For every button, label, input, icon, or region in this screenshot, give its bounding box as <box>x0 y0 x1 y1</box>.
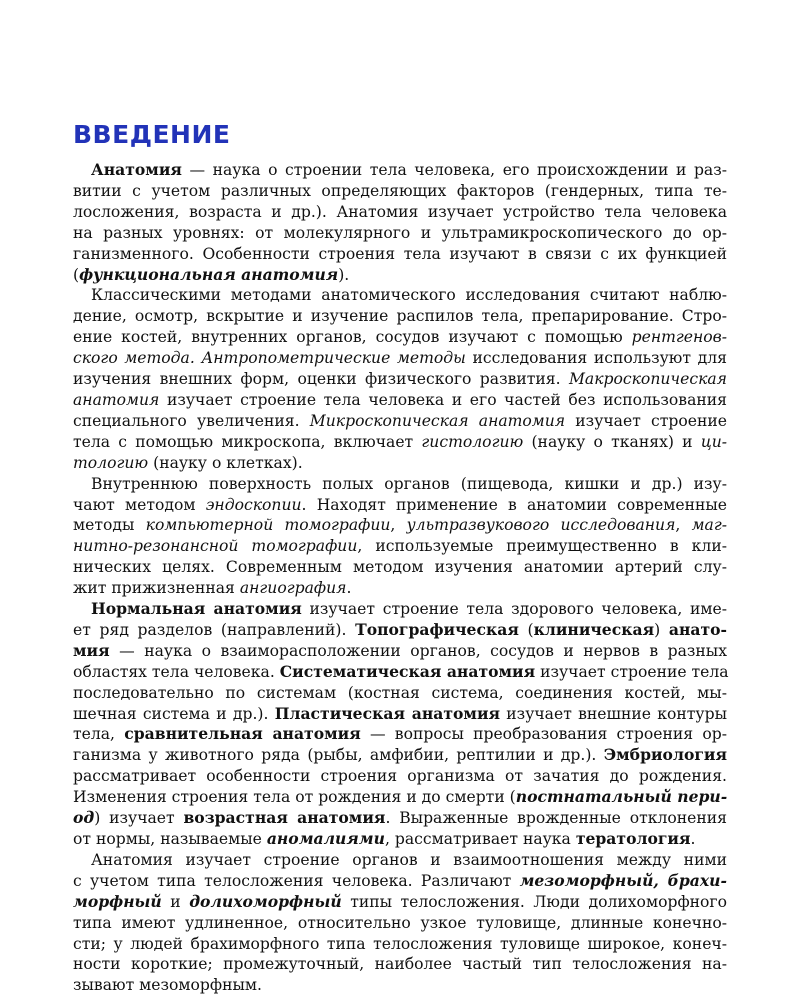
emphasized-term: тератология <box>575 829 691 848</box>
text-line <box>73 432 727 453</box>
text-segment: изучает строение тела здорового человека, име- <box>301 600 727 619</box>
emphasized-term: Нормальная анатомия <box>91 599 302 619</box>
text-line <box>73 829 727 850</box>
text-segment: лосложения, возраста и др.). Анатомия изучает устройство тела человека <box>73 202 727 221</box>
text-segment: , рассматривает наука <box>384 830 576 848</box>
emphasized-term: нитно-резонансной томографии <box>73 537 358 556</box>
text-segment: ( <box>73 265 80 284</box>
emphasized-term: морфный <box>73 891 162 911</box>
text-line <box>73 453 727 474</box>
text-segment: жит прижизненная <box>73 579 240 598</box>
emphasized-term: Пластическая анатомия <box>274 703 501 723</box>
text-segment: зывают мезоморфным. <box>73 976 262 995</box>
text-segment: Классическими методами анатомического исследования считают наблю- <box>91 286 727 305</box>
text-segment: ет ряд разделов (направлений). <box>73 620 356 639</box>
text-segment: (науку о клетках). <box>148 453 303 472</box>
text-segment: (науку о тканях) и <box>523 432 701 451</box>
emphasized-term: ультразвукового исследования <box>406 516 676 535</box>
text-segment: изучения внешних форм, оценки физического развития. <box>73 370 569 389</box>
text-line <box>73 578 727 599</box>
text-line <box>73 892 727 913</box>
emphasized-term: ци- <box>700 432 728 451</box>
text-segment: ( <box>518 620 534 639</box>
text-line <box>73 599 727 620</box>
emphasized-term: клиническая <box>533 619 655 639</box>
text-line <box>73 536 727 557</box>
emphasized-term: од <box>73 808 95 828</box>
text-line <box>73 515 727 536</box>
text-segment: чают методом <box>73 495 206 514</box>
emphasized-term: Топографическая <box>355 619 519 639</box>
text-segment: ение костей, внутренних органов, сосудов изучают с помощью <box>73 328 632 347</box>
emphasized-term: компьютерной томографии <box>145 516 391 535</box>
text-segment: , <box>390 516 407 535</box>
text-segment: — наука о строении тела человека, его происхождении и раз- <box>181 161 727 179</box>
text-line <box>73 265 727 286</box>
text-line <box>73 745 727 766</box>
text-line <box>73 808 727 829</box>
text-segment: , используемые преимущественно в кли- <box>357 537 727 556</box>
text-segment: исследования используют для <box>465 349 727 368</box>
emphasized-term: тологию <box>73 453 149 472</box>
text-segment: с учетом типа телосложения человека. Различают <box>73 871 520 890</box>
text-segment: ганизма у животного ряда (рыбы, амфибии, рептилии и др.). <box>73 746 604 765</box>
emphasized-term: возрастная анатомия <box>183 808 386 828</box>
text-segment: витии с учетом различных определяющих факторов (гендерных, типа те- <box>73 181 727 200</box>
emphasized-term: Макроскопическая <box>568 370 727 389</box>
text-line <box>73 871 727 892</box>
text-line <box>73 390 727 411</box>
text-line <box>73 934 727 955</box>
emphasized-term: сравнительная анатомия <box>124 724 361 744</box>
text-segment: тела, <box>73 725 125 744</box>
emphasized-term: анато- <box>668 619 728 639</box>
emphasized-term: Анатомия <box>91 160 182 179</box>
emphasized-term: мия <box>73 640 110 660</box>
text-segment: дение, осмотр, вскрытие и изучение распилов тела, препарирование. Стро- <box>73 307 727 326</box>
text-segment: Изменения строения тела от рождения и до смерти ( <box>73 788 516 807</box>
text-segment: методы <box>73 516 146 535</box>
text-line <box>73 850 727 871</box>
emphasized-term: мезоморфный, брахи- <box>519 870 727 890</box>
text-line <box>73 202 727 223</box>
text-line <box>73 724 727 745</box>
text-line <box>73 369 727 390</box>
text-line <box>73 620 727 641</box>
text-segment: сти; у людей брахиморфного типа телосложения туловище широкое, конеч- <box>73 934 727 953</box>
emphasized-term: функциональная анатомия <box>79 264 339 284</box>
text-segment: специального увеличения. <box>73 411 310 430</box>
text-line <box>73 348 727 369</box>
text-segment: . <box>346 579 352 598</box>
text-line <box>73 954 727 975</box>
text-segment: последовательно по системам (костная система, соединения костей, мы- <box>73 683 727 702</box>
text-segment: ) изучает <box>94 809 184 828</box>
text-segment: , <box>675 516 692 535</box>
text-segment: Анатомия изучает строение органов и взаимоотношения между ними <box>91 850 727 869</box>
emphasized-term: Микроскопическая анатомия <box>309 411 566 430</box>
emphasized-term: Эмбриология <box>603 745 727 765</box>
text-segment: шечная система и др.). <box>73 704 275 723</box>
text-segment: нических целях. Современным методом изучения анатомии артерий слу- <box>73 558 727 577</box>
text-segment: Внутреннюю поверхность полых органов (пищевода, кишки и др.) изу- <box>91 474 727 493</box>
text-line <box>73 474 727 495</box>
text-line <box>73 244 727 265</box>
text-line <box>73 181 727 202</box>
text-line <box>73 662 727 683</box>
text-segment: ). <box>338 265 350 284</box>
text-line <box>73 327 727 348</box>
body-text <box>73 160 727 996</box>
emphasized-term: эндоскопии <box>205 495 302 514</box>
text-segment: — наука о взаиморасположении органов, сосудов и нервов в разных <box>109 641 727 660</box>
text-segment: типа имеют удлиненное, относительно узкое туловище, длинные конечно- <box>73 913 727 932</box>
text-line <box>73 913 727 934</box>
text-segment: изучает строение тела <box>535 662 729 681</box>
emphasized-term: постнатальный пери- <box>515 787 728 807</box>
text-segment: — вопросы преобразования строения ор- <box>360 725 727 744</box>
text-segment: типы телосложения. Люди долихоморфного <box>341 892 727 911</box>
emphasized-term: рентгенов- <box>631 328 727 347</box>
text-segment: от нормы, называемые <box>73 830 267 848</box>
emphasized-term: ангиография <box>239 579 347 598</box>
text-line <box>73 787 727 808</box>
text-segment: на разных уровнях: от молекулярного и ультрамикроскопического до ор- <box>73 223 727 242</box>
text-line <box>73 641 727 662</box>
text-segment: рассматривает особенности строения организма от зачатия до рождения. <box>73 767 727 786</box>
text-segment: и <box>161 892 190 911</box>
emphasized-term: анатомия <box>73 390 160 409</box>
emphasized-term: гистологию <box>421 432 524 451</box>
text-segment: ганизменного. Особенности строения тела изучают в связи с их функцией <box>73 244 727 263</box>
page-title: ВВЕДЕНИЕ <box>73 120 231 149</box>
emphasized-term: маг- <box>691 516 728 535</box>
text-segment: ности короткие; промежуточный, наиболее частый тип телосложения на- <box>73 955 727 974</box>
text-line <box>73 285 727 306</box>
text-segment: . Находят применение в анатомии современные <box>301 495 727 514</box>
emphasized-term: Систематическая анатомия <box>279 661 536 681</box>
text-line <box>73 975 727 996</box>
text-line <box>73 306 727 327</box>
text-segment: . <box>690 830 696 848</box>
text-segment: тела с помощью микроскопа, включает <box>73 432 422 451</box>
emphasized-term: аномалиями <box>266 829 385 848</box>
text-line <box>73 557 727 578</box>
text-segment: . Выраженные врожденные отклонения <box>385 809 727 828</box>
text-line <box>73 160 727 181</box>
text-segment: областях тела человека. <box>73 662 280 681</box>
text-line <box>73 683 727 704</box>
text-segment: изучает внешние контуры <box>500 704 727 723</box>
emphasized-term: ского метода. Антропометрические методы <box>73 349 466 368</box>
text-line <box>73 704 727 725</box>
text-line <box>73 411 727 432</box>
text-line <box>73 766 727 787</box>
text-segment: изучает строение тела человека и его частей без использования <box>159 390 727 409</box>
text-line <box>73 495 727 516</box>
text-segment: ) <box>654 620 669 639</box>
emphasized-term: долихоморфный <box>189 891 342 911</box>
text-segment: изучает строение <box>565 411 727 430</box>
text-line <box>73 223 727 244</box>
